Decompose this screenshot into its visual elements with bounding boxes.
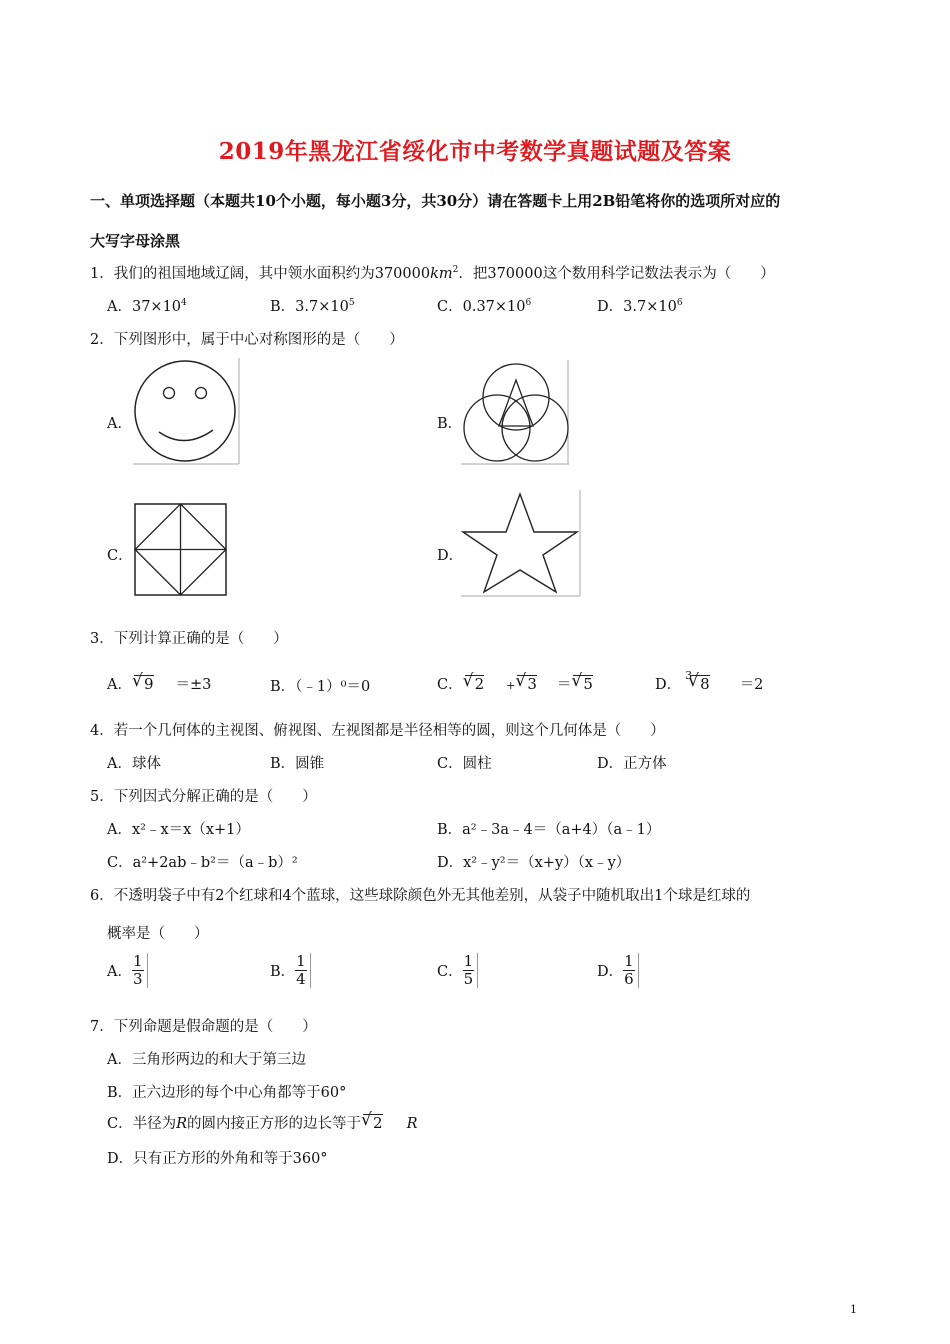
square-with-diamond-figure <box>133 502 229 598</box>
q5-option-a: A．x²﹣x＝x（x+1） <box>107 822 250 838</box>
q4-option-b: B．圆锥 <box>270 756 325 772</box>
q3-option-a: A．√ 9 ＝±3 <box>107 673 211 694</box>
q5-option-c: C．a²+2ab﹣b²＝（a﹣b）² <box>107 855 298 871</box>
q2-label-c: C． <box>107 548 133 564</box>
q3-option-b: B．（﹣1）⁰＝0 <box>270 679 371 695</box>
q3-option-d: D．$^3$√ 8 ＝2 <box>655 673 763 694</box>
question-6-stem-line2: 概率是（ ） <box>107 926 209 942</box>
sqrt-2: √ 2 <box>465 675 485 692</box>
q2-label-b: B． <box>437 416 463 432</box>
q2-label-d: D． <box>437 548 464 564</box>
cube-root-8: √ 8 <box>690 675 710 692</box>
question-2-stem: 2．下列图形中，属于中心对称图形的是（ ） <box>90 332 404 348</box>
smiley-face-figure <box>133 358 241 466</box>
fraction-1-3: $\frac{1}{3}$ <box>132 953 148 988</box>
fraction-1-4: $\frac{1}{4}$ <box>295 953 311 988</box>
sqrt-5: √ 5 <box>573 675 593 692</box>
q3-option-c: C．√ 2 +√ 3 ＝√ 5 <box>437 673 593 694</box>
page-number: 1 <box>850 1303 857 1316</box>
q1-option-a: A．$37\times 10^4$ <box>107 298 187 315</box>
q1-stem-part: ．把370000这个数用科学记数法表示为（ ） <box>458 266 775 282</box>
question-4-stem: 4．若一个几何体的主视图、俯视图、左视图都是半径相等的圆，则这个几何体是（ ） <box>90 723 665 739</box>
five-point-star-figure <box>461 490 583 598</box>
q6-option-c: C． $\frac{1}{5}$ <box>437 953 478 988</box>
q1-stem-part: 1．我们的祖国地域辽阔，其中领水面积约为370000 <box>90 266 431 282</box>
q5-option-b: B．a²﹣3a﹣4＝（a+4）（a﹣1） <box>437 822 661 838</box>
q7-option-a: A．三角形两边的和大于第三边 <box>107 1052 306 1068</box>
q4-option-a: A．球体 <box>107 756 161 772</box>
sqrt-9: √ 9 <box>134 675 154 692</box>
q6-option-a: A． $\frac{1}{3}$ <box>107 953 148 988</box>
q1-option-d: D．$3.7\times 10^6$ <box>597 298 683 315</box>
q5-option-d: D．x²﹣y²＝（x+y）（x﹣y） <box>437 855 631 871</box>
q6-option-b: B． $\frac{1}{4}$ <box>270 953 311 988</box>
section-heading-line2: 大写字母涂黑 <box>90 232 181 250</box>
page-title: 2019年黑龙江省绥化市中考数学真题试题及答案 <box>218 138 732 165</box>
section-heading-line1: 一、单项选择题（本题共10个小题，每小题3分，共30分）请在答题卡上用2B铅笔将你的选项所对应的 <box>90 192 781 210</box>
q1-option-b: B．$3.7\times 10^5$ <box>270 298 355 315</box>
question-6-stem-line1: 6．不透明袋子中有2个红球和4个蓝球，这些球除颜色外无其他差别，从袋子中随机取出1个球是红球的 <box>90 888 751 904</box>
q1-option-c: C．$0.37\times 10^6$ <box>437 298 532 315</box>
q4-option-c: C．圆柱 <box>437 756 492 772</box>
q7-option-b: B．正六边形的每个中心角都等于60° <box>107 1085 347 1101</box>
sqrt-3: √ 3 <box>517 675 537 692</box>
q6-option-d: D． $\frac{1}{6}$ <box>597 953 639 988</box>
three-circles-figure <box>461 360 571 466</box>
question-5-stem: 5．下列因式分解正确的是（ ） <box>90 789 317 805</box>
question-7-stem: 7．下列命题是假命题的是（ ） <box>90 1019 317 1035</box>
question-3-stem: 3．下列计算正确的是（ ） <box>90 631 288 647</box>
fraction-1-5: $\frac{1}{5}$ <box>463 953 479 988</box>
sqrt-2-r: √ 2 <box>363 1114 383 1131</box>
q2-label-a: A． <box>107 416 132 432</box>
q4-option-d: D．正方体 <box>597 756 667 772</box>
fraction-1-6: $\frac{1}{6}$ <box>623 953 639 988</box>
q1-unit: km <box>430 266 453 282</box>
q7-option-d: D．只有正方形的外角和等于360° <box>107 1151 328 1167</box>
question-1-stem: 1．我们的祖国地域辽阔，其中领水面积约为$370000km^2$．把370000这个数用科学记数法表示为（ ） <box>90 265 775 282</box>
q7-option-c: C．半径为R的圆内接正方形的边长等于√ 2 R <box>107 1112 418 1133</box>
